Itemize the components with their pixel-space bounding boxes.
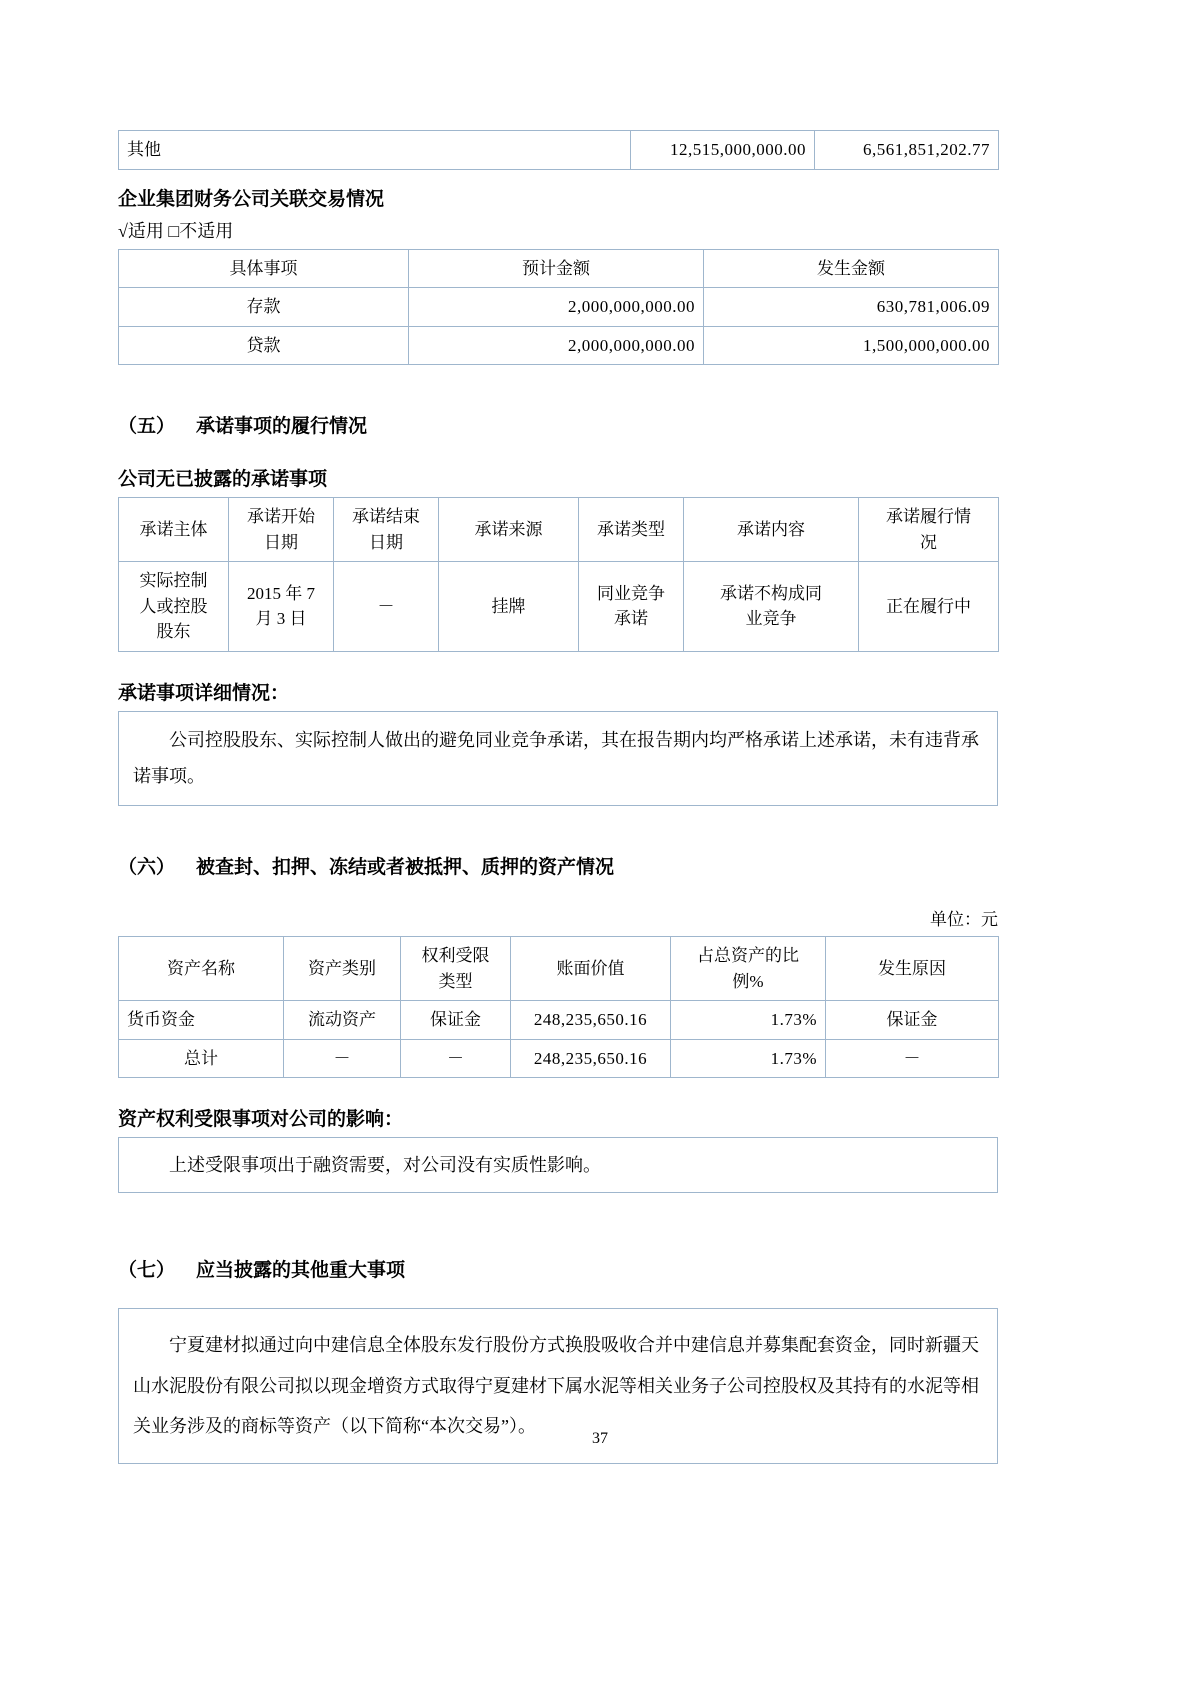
commitment-source: 挂牌 [439,562,579,652]
col-header-reason [826,937,999,1001]
asset-total-limit-type: － [401,1039,511,1078]
deposit-estimated: 2,000,000,000.00 [409,288,704,327]
commitment-table [118,497,999,652]
col-header-start-date-line1: 承诺开始 [247,507,315,526]
table-row [119,326,999,365]
section-seven-heading [118,1255,998,1282]
col-header-source [439,498,579,562]
col-header-book-value-line1: 账面价值 [556,959,625,979]
col-header-end-date [334,498,439,562]
loan-estimated: 2,000,000,000.00 [409,326,704,365]
col-header-ratio-line1: 占总资产的比 [697,946,799,966]
col-header-subject-line1: 承诺主体 [139,519,208,539]
commitment-content-line1: 承诺不构成同 [720,583,822,603]
finance-company-table [118,249,999,366]
section-six-unit: 单位：元 [930,910,998,930]
col-header-content-line1: 承诺内容 [737,519,805,539]
table-row [119,131,999,170]
col-header-status-line2: 况 [920,532,937,552]
col-header-asset-category-line1: 资产类别 [308,959,376,979]
related-party-other-table [118,130,999,170]
loan-item: 贷款 [119,326,409,365]
commitment-detail-text: 公司控股股东、实际控制人做出的避免同业竞争承诺，其在报告期内均严格承诺上述承诺，未有违背承诺事项。 [118,711,998,807]
col-header-limit-type-line2: 类型 [438,971,473,991]
col-header-type-line1: 承诺类型 [597,519,665,539]
asset-total-ratio: 1.73% [671,1039,826,1078]
commitment-type-line1: 同业竞争 [597,583,665,603]
section-seven-title: 应当披露的其他重大事项 [196,1260,406,1282]
col-header-type [579,498,684,562]
col-header-start-date [229,498,334,562]
finance-company-heading: 企业集团财务公司关联交易情况 [118,188,385,210]
col-header-source-line1: 承诺来源 [474,519,543,539]
other-actual: 6,561,851,202.77 [815,131,999,170]
commitment-subject-line3: 股东 [156,622,191,641]
col-header-content [684,498,859,562]
restricted-assets-table [118,936,999,1078]
asset-reason: 保证金 [826,1001,999,1040]
asset-impact-text: 上述受限事项出于融资需要，对公司没有实质性影响。 [118,1137,998,1193]
commitment-detail-label: 承诺事项详细情况： [118,682,290,704]
section-five-number: （五） [118,416,176,437]
table-header-row [119,937,999,1001]
col-header-book-value [511,937,671,1001]
deposit-item: 存款 [119,288,409,327]
commitment-subject [119,562,229,652]
table-row [119,1039,999,1078]
asset-ratio: 1.73% [671,1001,826,1040]
table-row [119,288,999,327]
loan-actual: 1,500,000,000.00 [704,326,999,365]
table-row [119,562,999,652]
col-header-asset-name-line1: 资产名称 [167,959,235,979]
col-header-status [859,498,999,562]
commitment-content-line2: 业竞争 [745,609,797,629]
commitment-start-date-line2: 月 3 日 [255,609,307,629]
asset-total-reason: － [826,1039,999,1078]
col-header-asset-name [119,937,284,1001]
section-five-heading [118,411,998,438]
commitment-start-date-line1: 2015 年 7 [247,583,315,603]
col-header-end-date-line2: 日期 [369,532,403,552]
asset-total-book-value: 248,235,650.16 [511,1039,671,1078]
section-five-subtitle: 公司无已披露的承诺事项 [118,469,328,490]
col-header-actual: 发生金额 [704,249,999,288]
commitment-start-date [229,562,334,652]
section-seven-body: 宁夏建材拟通过向中建信息全体股东发行股份方式换股吸收合并中建信息并募集配套资金，同时新疆天山水泥股份有限公司拟以现金增资方式取得宁夏建材下属水泥等相关业务子公司控股权及其持有的水泥等相关业务涉及的商标等资产（以下简称“本次交易”）。 [118,1308,998,1464]
commitment-subject-line1: 实际控制 [139,571,208,590]
other-label: 其他 [119,131,631,170]
commitment-subject-line2: 人或控股 [139,596,208,616]
col-header-limit-type [401,937,511,1001]
section-six-title: 被查封、扣押、冻结或者被抵押、质押的资产情况 [196,857,615,879]
asset-total-category: － [284,1039,401,1078]
col-header-reason-line1: 发生原因 [878,959,946,979]
section-six-number: （六） [118,857,176,879]
commitment-content [684,562,859,652]
section-five-title: 承诺事项的履行情况 [196,416,368,437]
asset-impact-label: 资产权利受限事项对公司的影响： [118,1109,404,1131]
col-header-subject [119,498,229,562]
table-row [119,1001,999,1040]
col-header-status-line1: 承诺履行情 [886,507,971,526]
commitment-end-date: － [334,562,439,652]
commitment-status: 正在履行中 [859,562,999,652]
asset-category: 流动资产 [284,1001,401,1040]
section-seven-number: （七） [118,1260,176,1282]
col-header-limit-type-line1: 权利受限 [421,946,490,966]
page-content [118,0,998,1464]
table-header-row [119,498,999,562]
col-header-estimated: 预计金额 [409,249,704,288]
deposit-actual: 630,781,006.09 [704,288,999,327]
section-six-heading [118,852,998,879]
col-header-ratio [671,937,826,1001]
col-header-start-date-line2: 日期 [264,532,298,552]
other-estimated: 12,515,000,000.00 [631,131,815,170]
asset-limit-type: 保证金 [401,1001,511,1040]
table-header-row [119,249,999,288]
commitment-type-line2: 承诺 [614,609,648,629]
asset-book-value: 248,235,650.16 [511,1001,671,1040]
col-header-item: 具体事项 [119,249,409,288]
col-header-ratio-line2: 例% [732,971,764,991]
col-header-end-date-line1: 承诺结束 [352,507,420,526]
col-header-asset-category [284,937,401,1001]
asset-name: 货币资金 [119,1001,284,1040]
asset-total-name: 总计 [119,1039,284,1078]
commitment-type [579,562,684,652]
page-number: 37 [592,1430,608,1447]
finance-company-applicable: √适用 □不适用 [118,220,234,241]
